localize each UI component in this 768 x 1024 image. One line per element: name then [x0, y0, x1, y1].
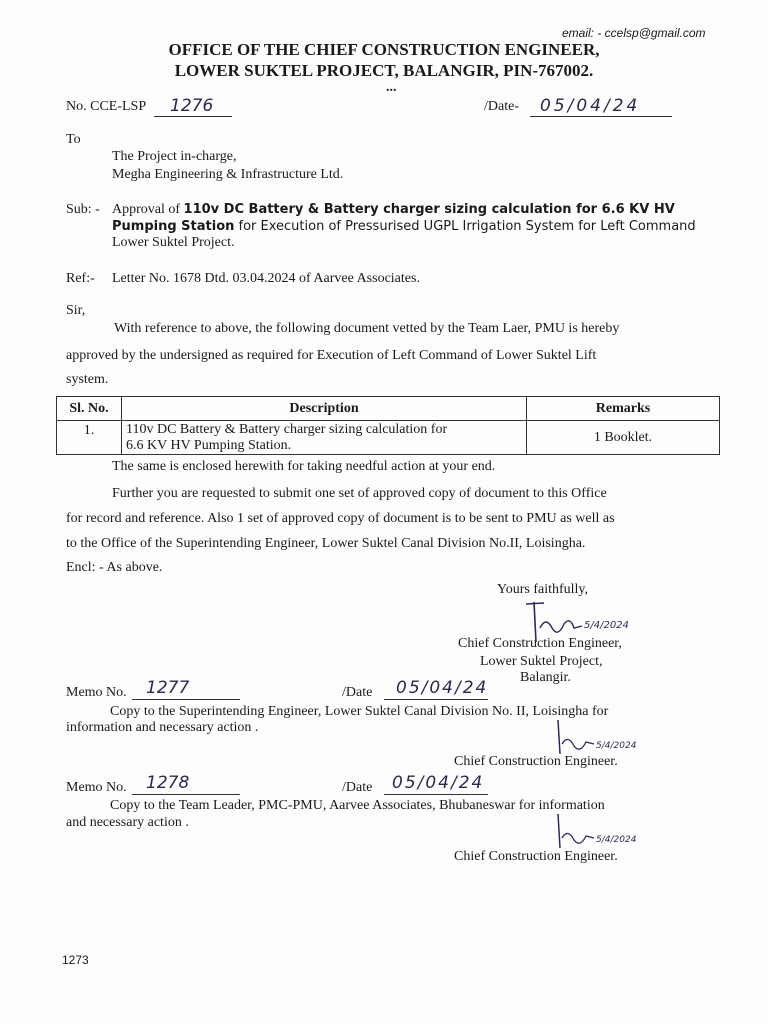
- para1-line1: With reference to above, the following document vetted by the Team Laer, PMU is hereby: [114, 321, 620, 336]
- signature-mark-2: [548, 718, 658, 758]
- table-cell-remarks: 1 Booklet.: [527, 421, 720, 455]
- memo1-number: 1277: [146, 678, 190, 698]
- para2-line3: to the Office of the Superintending Engineer, Lower Suktel Canal Division No.II, Loisingha.: [66, 536, 586, 551]
- para1-line3: system.: [66, 372, 109, 387]
- salutation: Sir,: [66, 303, 86, 318]
- memo1-date-label: /Date: [342, 685, 373, 700]
- table-header-description: Description: [122, 397, 527, 421]
- memo2-text-line2: and necessary action .: [66, 815, 189, 830]
- memo2-sign-title: Chief Construction Engineer.: [454, 849, 618, 864]
- subject-label: Sub: -: [66, 202, 100, 217]
- memo1-sign-title: Chief Construction Engineer.: [454, 754, 618, 769]
- document-table: [56, 396, 720, 455]
- memo2-date-label: /Date: [342, 780, 373, 795]
- signatory-place: Balangir.: [520, 670, 571, 685]
- to-label: To: [66, 132, 81, 147]
- table-header-remarks: Remarks: [527, 397, 720, 421]
- memo1-date: 05/04/24: [396, 678, 489, 698]
- letter-number-label: No. CCE-LSP: [66, 99, 147, 114]
- subject-text-start: Approval of: [112, 202, 184, 217]
- memo1-date-blank: [384, 678, 489, 700]
- table-cell-slno: 1.: [57, 421, 122, 455]
- signature-date-2: 5/4/2024: [596, 741, 637, 751]
- signatory-title: Chief Construction Engineer,: [458, 636, 622, 651]
- table-cell-description: [122, 421, 527, 455]
- memo2-number: 1278: [146, 773, 190, 793]
- memo1-text-line2: information and necessary action .: [66, 720, 259, 735]
- memo1-label: Memo No.: [66, 685, 127, 700]
- after-table-text: The same is enclosed herewith for taking needful action at your end.: [112, 459, 496, 474]
- memo1-text-line1: Copy to the Superintending Engineer, Lower Suktel Canal Division No. II, Loisingha for: [110, 704, 609, 719]
- table-header-slno: Sl. No.: [57, 397, 122, 421]
- subject-bold: 110v DC Battery & Battery charger sizing calculation for 6.6 KV HV: [183, 202, 675, 217]
- memo2-date-blank: [384, 773, 488, 795]
- reference-label: Ref:-: [66, 271, 95, 286]
- memo1-number-blank: [132, 678, 240, 700]
- subject-text-mid: for Execution of Pressurised UGPL Irrigation System for Left Command: [234, 219, 696, 234]
- addressee-line1: The Project in-charge,: [112, 149, 237, 164]
- enclosure: Encl: - As above.: [66, 560, 163, 575]
- subject-bold-2: Pumping Station: [112, 219, 235, 234]
- description-line1: 110v DC Battery & Battery charger sizing calculation for: [126, 421, 448, 437]
- memo2-label: Memo No.: [66, 780, 127, 795]
- reference-text: Letter No. 1678 Dtd. 03.04.2024 of Aarvee Associates.: [112, 271, 420, 286]
- office-title-line1: OFFICE OF THE CHIEF CONSTRUCTION ENGINEER,: [168, 40, 600, 59]
- para1-line2: approved by the undersigned as required for Execution of Left Command of Lower Suktel Lift: [66, 348, 597, 363]
- memo2-number-blank: [132, 773, 240, 795]
- date-blank: [530, 96, 672, 117]
- subject-line3: Lower Suktel Project.: [112, 235, 235, 250]
- table-header-row: [57, 397, 720, 421]
- table-row: [57, 421, 720, 455]
- date-value: 05/04/24: [540, 96, 641, 116]
- letter-number-blank: [154, 96, 232, 117]
- office-title-line2: LOWER SUKTEL PROJECT, BALANGIR, PIN-767002.: [174, 61, 594, 80]
- header-separator: ...: [386, 80, 397, 95]
- description-line2: 6.6 KV HV Pumping Station.: [126, 437, 292, 453]
- signature-date-3: 5/4/2024: [596, 835, 637, 845]
- page-number: 1273: [62, 953, 89, 967]
- para2-line2: for record and reference. Also 1 set of approved copy of document is to be sent to PMU as well as: [66, 511, 615, 526]
- signature-date-1: 5/4/2024: [584, 620, 629, 631]
- letter-number-value: 1276: [170, 96, 214, 116]
- subject-line1: [112, 202, 675, 218]
- date-label: /Date-: [484, 99, 519, 114]
- subject-line2: [112, 219, 696, 235]
- memo2-text-line1: Copy to the Team Leader, PMC-PMU, Aarvee Associates, Bhubaneswar for information: [110, 798, 605, 813]
- signature-mark-3: [548, 812, 658, 852]
- memo2-date: 05/04/24: [392, 773, 485, 793]
- addressee-line2: Megha Engineering & Infrastructure Ltd.: [112, 167, 344, 182]
- closing: Yours faithfully,: [497, 582, 589, 597]
- para2-line1: Further you are requested to submit one set of approved copy of document to this Office: [112, 486, 607, 501]
- email-line: email: - ccelsp@gmail.com: [562, 26, 706, 40]
- signatory-office: Lower Suktel Project,: [480, 654, 603, 669]
